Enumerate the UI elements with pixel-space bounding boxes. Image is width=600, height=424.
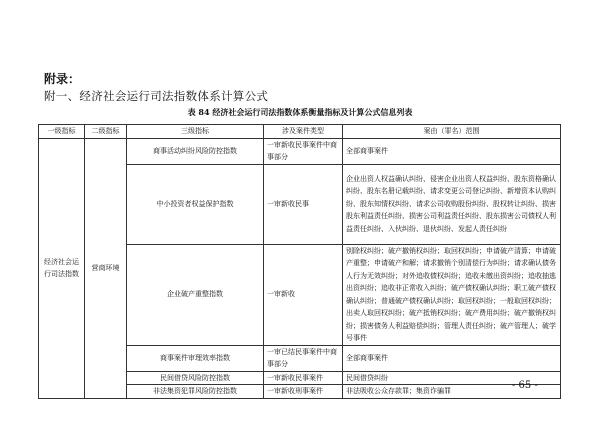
scope-cell: 全部商事案件 — [343, 345, 561, 371]
header-level2: 二级指标 — [85, 125, 127, 139]
scope-cell: 别除权纠纷；破产撤销权纠纷；取回权纠纷；申请破产清算；申请破产重整；申请破产和解；请求撤销个别清偿行为纠纷；请求确认债务人行为无效纠纷；对外追收债权纠纷；追收未缴出资纠纷；追收抽逃出资纠纷；追收非正常收入纠纷；破产债权确认纠纷；职工破产债权确认纠纷；普通破产债权确认纠纷；取回权纠纷；一般取回权纠纷；出卖人取回权纠纷；破产抵销权纠纷；破产费用纠纷；破产撤销权纠纷；损害债务人利益赔偿纠纷；管理人责任纠纷；破产管理人；破学号事件 — [343, 244, 561, 345]
case-type-cell: 一审新收民事案件 — [264, 371, 343, 385]
appendix-label: 附录： — [44, 72, 81, 86]
page-number: - 65 - — [512, 380, 538, 391]
indicator-cell: 商事案件审理效率指数 — [127, 345, 264, 371]
header-level3: 三级指标 — [127, 125, 264, 139]
header-level1: 一级指标 — [39, 125, 85, 139]
section-title: 附一、经济社会运行司法指数体系计算公式 — [44, 89, 269, 103]
table-caption: 表 84 经济社会运行司法指数体系衡量指标及计算公式信息列表 — [187, 107, 413, 117]
header-scope: 案由（罪名）范围 — [343, 125, 561, 139]
level2-cell: 营商环境 — [85, 138, 127, 398]
level1-cell: 经济社会运行司法指数 — [39, 138, 85, 398]
indicator-cell: 非法集资犯罪风险防控指数 — [127, 385, 264, 399]
scope-cell: 全部商事案件 — [343, 138, 561, 164]
indicator-cell: 商事活动纠纷风险防控指数 — [127, 138, 264, 164]
scope-cell: 民间借贷纠纷 — [343, 371, 561, 385]
table-header-row — [39, 125, 561, 139]
scope-cell: 非法吸收公众存款罪；集资诈骗罪 — [343, 385, 561, 399]
case-type-cell: 一审已结民事案件中商事部分 — [264, 345, 343, 371]
case-type-cell: 一审新收民事案件中商事部分 — [264, 138, 343, 164]
scope-cell: 企业出资人权益确认纠纷、侵害企业出资人权益纠纷、股东资格确认纠纷、股东名册记载纠纷、请求变更公司登记纠纷、新增资本认购纠纷、股东知情权纠纷、请求公司收购股份纠纷、股权转让纠纷、损害股东利益责任纠纷、损害公司利益责任纠纷、股东损害公司债权人利益责任纠纷、入伙纠纷、退伙纠纷、发起人责任纠纷 — [343, 164, 561, 244]
case-type-cell: 一审新收刑事案件 — [264, 385, 343, 399]
indicator-cell: 民间借贷风险防控指数 — [127, 371, 264, 385]
header-case-type: 涉及案件类型 — [264, 125, 343, 139]
indicator-table — [38, 124, 561, 399]
indicator-cell: 中小投资者权益保护指数 — [127, 164, 264, 244]
indicator-cell: 企业破产重整指数 — [127, 244, 264, 345]
case-type-cell: 一审新收 — [264, 244, 343, 345]
table-row — [39, 138, 561, 164]
case-type-cell: 一审新收民事 — [264, 164, 343, 244]
